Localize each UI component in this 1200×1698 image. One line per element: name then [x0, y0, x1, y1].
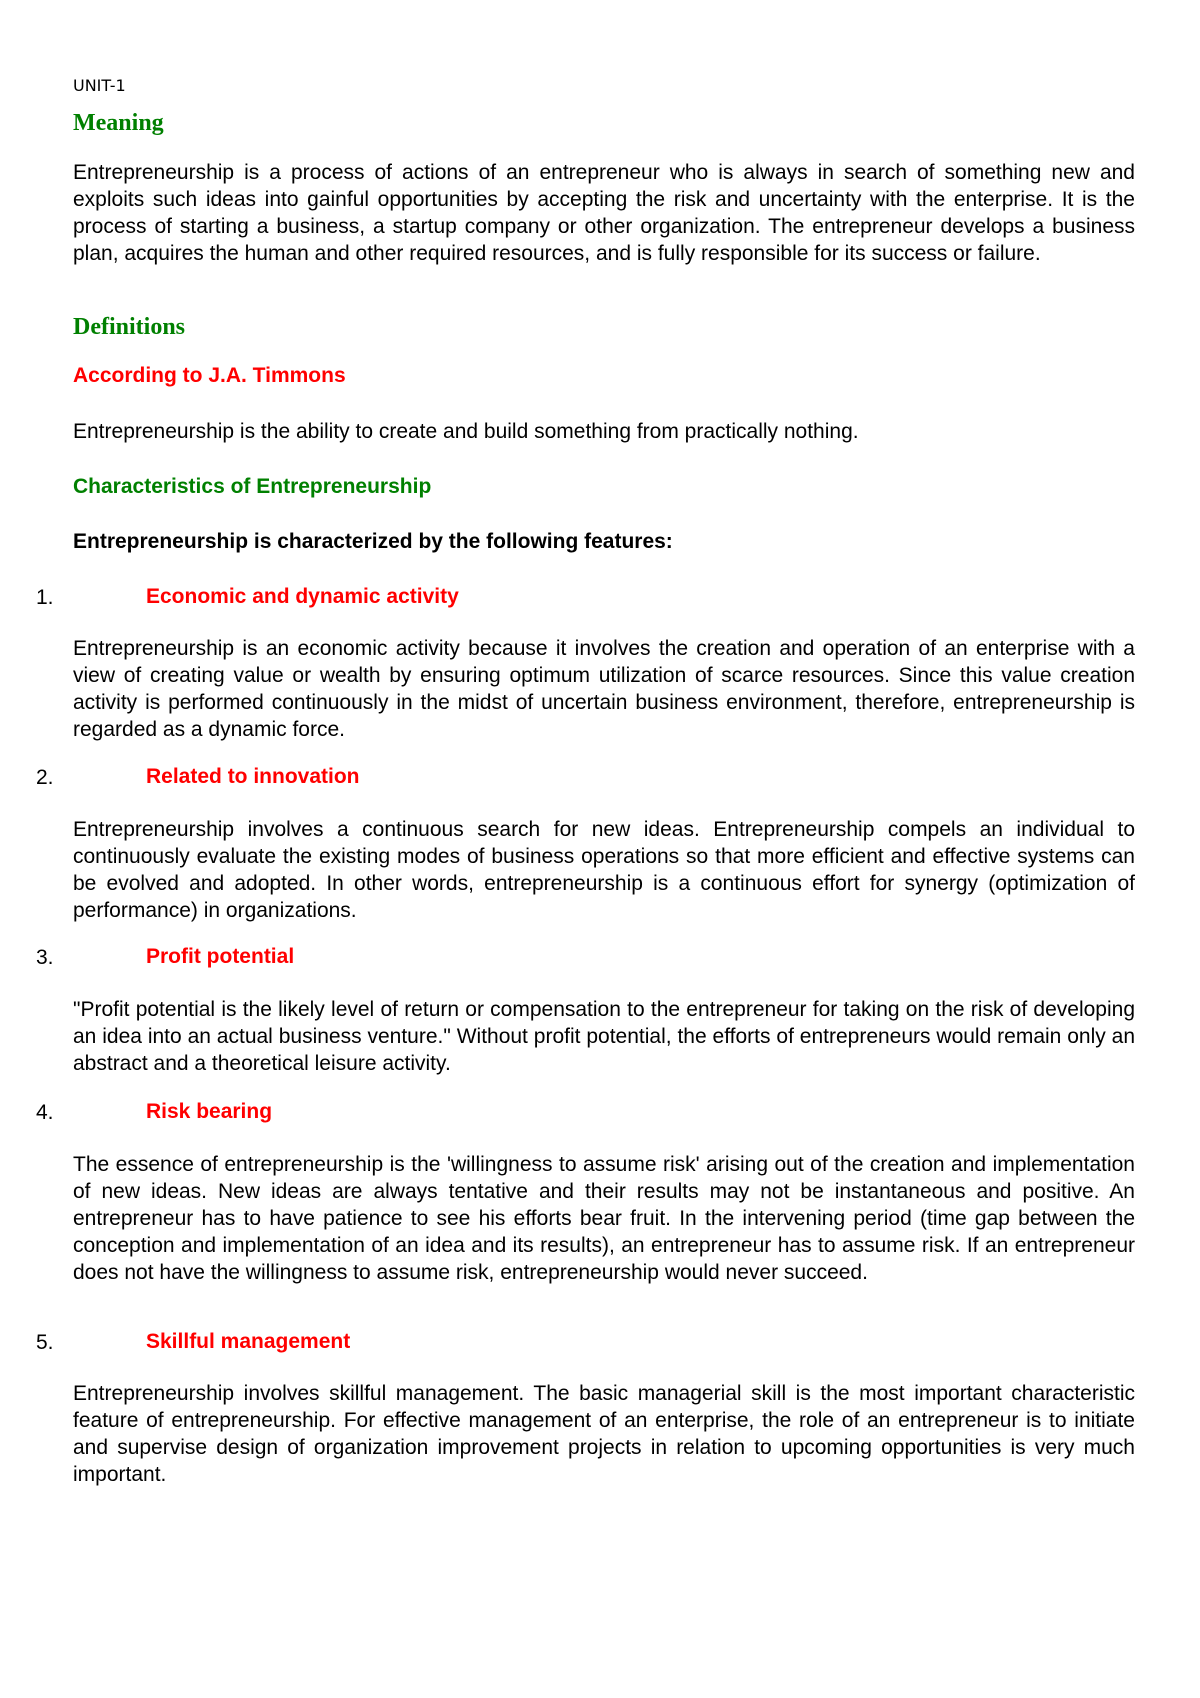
definition-text: Entrepreneurship is the ability to create and build something from practically nothing.: [73, 420, 859, 443]
list-item-body: Entrepreneurship is an economic activity because it involves the creation and operation of an enterprise with a view of creating value or wealth by ensuring optimum utilization of scarce resources. Since this value creation activity is performed continuously in the midst of uncertain business environment, therefore, entrepreneurship is regarded as a dynamic force.: [73, 637, 1135, 741]
unit-label: UNIT-1: [73, 76, 126, 95]
meaning-heading: Meaning: [73, 110, 164, 136]
definitions-heading: Definitions: [73, 314, 186, 340]
list-item-title: Related to innovation: [146, 765, 360, 788]
list-item-number: 1.: [36, 586, 54, 609]
list-item-number: 3.: [36, 946, 54, 969]
list-item-title: Profit potential: [146, 945, 295, 968]
list-item-title: Economic and dynamic activity: [146, 585, 459, 608]
list-item-number: 4.: [36, 1101, 54, 1124]
list-item-title: Risk bearing: [146, 1100, 273, 1123]
list-item-title: Skillful management: [146, 1330, 351, 1353]
list-item-body: The essence of entrepreneurship is the 'willingness to assume risk' arising out of the creation and implementation of new ideas. New ideas are always tentative and their results may not be instantaneous and positive. An entrepreneur has to have patience to see his efforts bear fruit. In the intervening period (time gap between the conception and implementation of an idea and its results), an entrepreneur has to assume risk. If an entrepreneur does not have the willingness to assume risk, entrepreneurship would never succeed.: [73, 1153, 1135, 1284]
definition-source-heading: According to J.A. Timmons: [73, 364, 346, 387]
list-item-number: 2.: [36, 766, 54, 789]
list-item-body: Entrepreneurship involves a continuous search for new ideas. Entrepreneurship compels an individual to continuously evaluate the existing modes of business operations so that more efficient and effective systems can be evolved and adopted. In other words, entrepreneurship is a continuous effort for synergy (optimization of performance) in organizations.: [73, 818, 1135, 922]
list-item-body: "Profit potential is the likely level of return or compensation to the entrepreneur for taking on the risk of developing an idea into an actual business venture." Without profit potential, the efforts of entrepreneurs would remain only an abstract and a theoretical leisure activity.: [73, 998, 1135, 1075]
list-item-number: 5.: [36, 1331, 54, 1354]
meaning-paragraph: Entrepreneurship is a process of actions of an entrepreneur who is always in search of something new and exploits such ideas into gainful opportunities by accepting the risk and uncertainty with the enterprise. It is the process of starting a business, a startup company or other organization. The entrepreneur develops a business plan, acquires the human and other required resources, and is fully responsible for its success or failure.: [73, 161, 1135, 265]
characteristics-intro: Entrepreneurship is characterized by the following features:: [73, 530, 673, 553]
characteristics-heading: Characteristics of Entrepreneurship: [73, 475, 432, 498]
list-item-body: Entrepreneurship involves skillful management. The basic managerial skill is the most important characteristic feature of entrepreneurship. For effective management of an enterprise, the role of an entrepreneur is to initiate and supervise design of organization improvement projects in relation to upcoming opportunities is very much important.: [73, 1382, 1135, 1486]
